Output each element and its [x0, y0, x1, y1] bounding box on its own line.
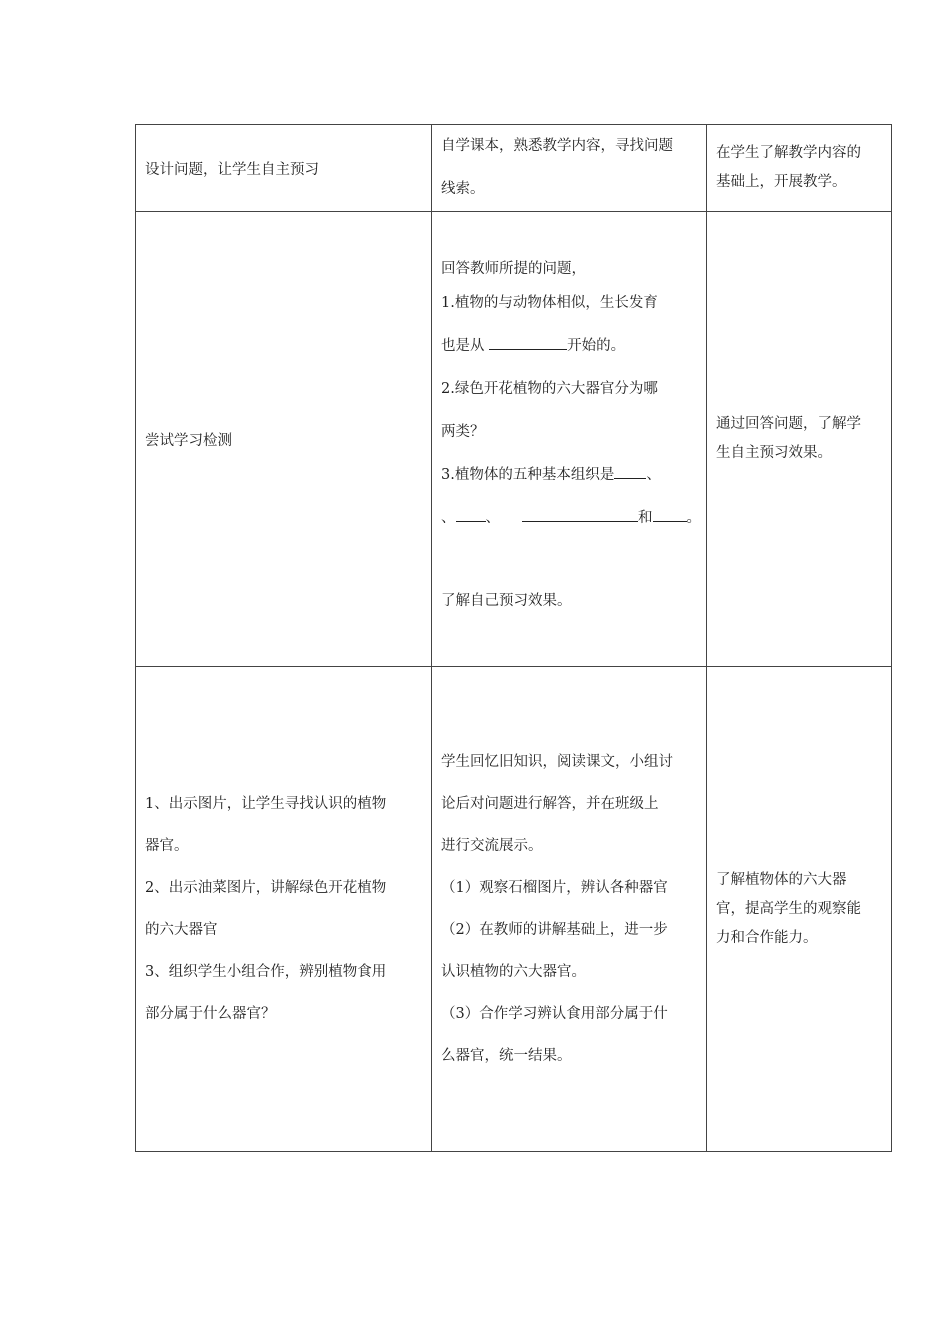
student-activity-line: 进行交流展示。 — [441, 838, 543, 854]
answer-blank — [456, 507, 486, 522]
student-activity-line: 回答教师所提的问题， — [441, 260, 586, 277]
answer-blank — [653, 507, 687, 522]
teacher-activity-line: 2、出示油菜图片，讲解绿色开花植物 — [145, 880, 387, 896]
teacher-activity-line: 部分属于什么器官？ — [145, 1006, 276, 1022]
student-activity-line: 认识植物的六大器官。 — [441, 964, 586, 980]
answer-blank — [614, 464, 646, 479]
student-activity-cell — [432, 125, 707, 212]
student-activity-line: 论后对问题进行解答，并在班级上 — [441, 796, 659, 812]
question-text: 。 — [686, 509, 701, 526]
question-text: 3.植物体的五种基本组织是 — [441, 466, 615, 483]
design-intent-cell — [707, 667, 892, 1152]
student-activity-line: （3）合作学习辨认食用部分属于什 — [441, 1006, 668, 1022]
table-row — [136, 212, 892, 667]
design-intent-line: 力和合作能力。 — [716, 929, 818, 946]
question-text: 、 — [485, 509, 500, 526]
teacher-activity-cell — [136, 125, 432, 212]
answer-blank — [522, 507, 638, 522]
teacher-activity-text: 设计问题，让学生自主预习 — [145, 161, 319, 178]
design-intent-line: 生自主预习效果。 — [716, 445, 832, 461]
student-activity-line: 线索。 — [441, 181, 485, 197]
answer-blank — [489, 335, 567, 350]
design-intent-line: 官，提高学生的观察能 — [716, 900, 861, 917]
teacher-activity-line: 器官。 — [145, 838, 189, 854]
question-3-line — [441, 497, 701, 540]
design-intent-line: 在学生了解教学内容的 — [716, 145, 861, 161]
student-activity-line: 学生回忆旧知识，阅读课文，小组讨 — [441, 754, 673, 770]
question-text: 开始的。 — [567, 337, 626, 354]
question-2-line: 2.绿色开花植物的六大器官分为哪 — [441, 380, 658, 397]
teacher-activity-line: 1、出示图片，让学生寻找认识的植物 — [145, 796, 387, 812]
lesson-plan-table — [135, 124, 892, 1152]
question-text: 、 — [441, 509, 456, 526]
question-1-line: 1.植物的与动物体相似，生长发育 — [441, 294, 658, 311]
design-intent-cell — [707, 125, 892, 212]
question-text: 和 — [638, 509, 653, 526]
table-row — [136, 125, 892, 212]
question-2-line: 两类？ — [441, 423, 485, 440]
design-intent-line: 通过回答问题，了解学 — [716, 416, 861, 432]
design-intent-cell — [707, 212, 892, 667]
student-activity-cell — [432, 667, 707, 1152]
student-activity-line: （2）在教师的讲解基础上，进一步 — [441, 922, 668, 938]
table-row — [136, 667, 892, 1152]
student-activity-line: （1）观察石榴图片，辨认各种器官 — [441, 880, 668, 896]
question-1-line — [441, 325, 697, 368]
question-3-line — [441, 454, 697, 497]
teacher-activity-cell — [136, 667, 432, 1152]
teacher-activity-line: 的六大器官 — [145, 922, 218, 938]
student-activity-line: 自学课本，熟悉教学内容，寻找问题 — [441, 138, 673, 154]
teacher-activity-text: 尝试学习检测 — [145, 432, 232, 449]
question-text: 、 — [646, 466, 661, 483]
question-text: 也是从 — [441, 337, 490, 354]
teacher-activity-cell — [136, 212, 432, 667]
student-activity-cell — [432, 212, 707, 667]
design-intent-line: 基础上，开展教学。 — [716, 174, 847, 190]
student-activity-line: 么器官，统一结果。 — [441, 1048, 572, 1064]
teacher-activity-line: 3、组织学生小组合作，辨别植物食用 — [145, 964, 387, 980]
design-intent-line: 了解植物体的六大器 — [716, 871, 847, 888]
student-activity-line: 了解自己预习效果。 — [441, 592, 572, 609]
